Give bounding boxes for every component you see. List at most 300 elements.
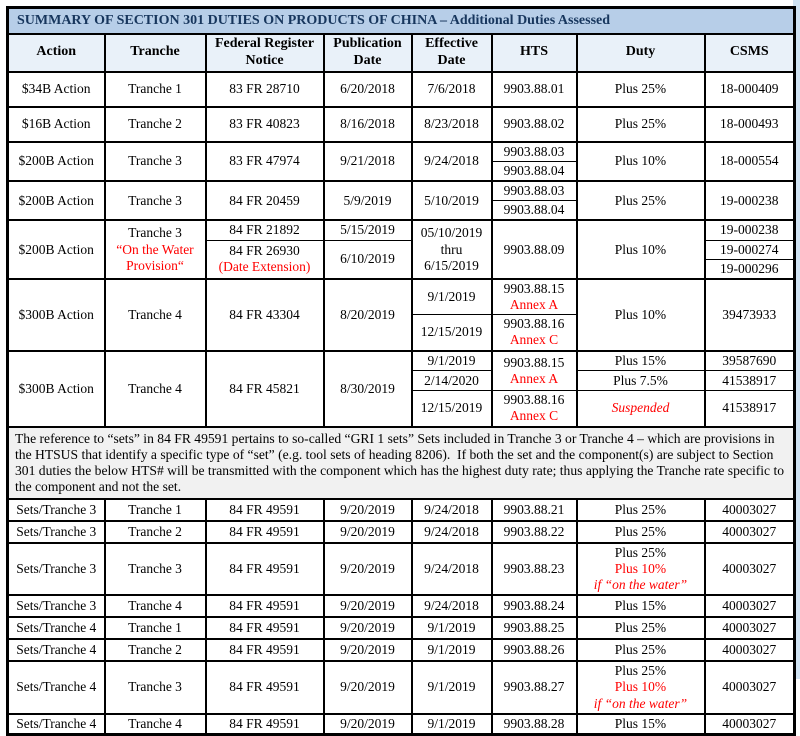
table-cell bbox=[577, 72, 705, 107]
cell-line: 8/23/2018 bbox=[424, 116, 479, 131]
cell-line: 19-000238 bbox=[720, 222, 779, 238]
table-cell bbox=[412, 315, 492, 351]
table-cell bbox=[705, 351, 795, 371]
table-cell bbox=[577, 142, 705, 181]
cell-line: 9/1/2019 bbox=[427, 679, 476, 695]
table-cell bbox=[492, 201, 577, 221]
table-cell bbox=[8, 714, 105, 735]
cell-line: $200B Action bbox=[18, 192, 94, 208]
cell-line: 9903.88.09 bbox=[503, 241, 565, 257]
cell-line: 39473933 bbox=[722, 306, 777, 322]
table-cell bbox=[8, 617, 105, 639]
cell-line: 41538917 bbox=[722, 400, 777, 416]
table-cell bbox=[577, 391, 705, 427]
table-cell bbox=[492, 220, 577, 279]
table-cell bbox=[324, 499, 412, 521]
table-cell bbox=[577, 351, 705, 371]
cell-line: Tranche 3 bbox=[128, 153, 182, 169]
cell-line: 84 FR 49591 bbox=[229, 523, 300, 539]
table-cell bbox=[577, 499, 705, 521]
cell-line: Annex A bbox=[509, 297, 559, 313]
cell-line: Plus 15% bbox=[614, 715, 667, 731]
cell-line: 9903.88.16 bbox=[503, 392, 565, 408]
cell-line: 84 FR 49591 bbox=[229, 679, 300, 695]
table-cell bbox=[8, 595, 105, 617]
cell-line: 18-000409 bbox=[720, 81, 779, 96]
table-cell bbox=[577, 279, 705, 351]
table-cell bbox=[206, 499, 324, 521]
cell-line: Tranche 4 bbox=[128, 306, 182, 322]
cell-line: 40003027 bbox=[722, 715, 777, 731]
table-cell bbox=[324, 714, 412, 735]
cell-line: 84 FR 49591 bbox=[229, 598, 300, 614]
table-cell bbox=[492, 714, 577, 735]
table-title: SUMMARY OF SECTION 301 DUTIES ON PRODUCTS OF CHINA – Additional Duties Assessed bbox=[8, 8, 795, 35]
column-header: Federal Register Notice bbox=[206, 34, 324, 72]
cell-line: 83 FR 47974 bbox=[229, 153, 300, 169]
column-header: Action bbox=[8, 34, 105, 72]
table-cell bbox=[8, 661, 105, 714]
cell-line: 9/20/2019 bbox=[340, 715, 395, 731]
cell-line: 19-000296 bbox=[720, 260, 779, 276]
cell-line: Tranche 2 bbox=[128, 116, 182, 131]
table-cell bbox=[206, 142, 324, 181]
table-row bbox=[8, 639, 795, 661]
cell-line: 12/15/2019 bbox=[420, 324, 483, 340]
table-cell bbox=[324, 661, 412, 714]
table-cell bbox=[8, 639, 105, 661]
cell-line: 9903.88.23 bbox=[503, 560, 565, 576]
cell-line: 9903.88.27 bbox=[503, 679, 565, 695]
cell-line: 40003027 bbox=[722, 501, 777, 517]
cell-line: Plus 25% bbox=[614, 663, 667, 679]
table-cell bbox=[577, 714, 705, 735]
table-cell bbox=[705, 240, 795, 259]
table-row bbox=[8, 499, 795, 521]
cell-line: if “on the water” bbox=[593, 577, 688, 593]
cell-line: Sets/Tranche 3 bbox=[16, 501, 97, 517]
table-cell bbox=[206, 661, 324, 714]
table-cell bbox=[105, 499, 206, 521]
cell-line: Tranche 3 bbox=[128, 192, 182, 208]
table-cell bbox=[492, 315, 577, 351]
table-cell bbox=[412, 661, 492, 714]
cell-line: 9903.88.02 bbox=[503, 116, 565, 131]
cell-line: 19-000274 bbox=[720, 241, 779, 257]
cell-line: Sets/Tranche 4 bbox=[16, 620, 97, 636]
table-cell bbox=[577, 371, 705, 391]
column-header: Duty bbox=[577, 34, 705, 72]
cell-line: 18-000493 bbox=[720, 116, 779, 131]
table-cell bbox=[412, 371, 492, 391]
table-cell bbox=[705, 499, 795, 521]
cell-line: 9903.88.04 bbox=[503, 162, 565, 178]
cell-line: Plus 15% bbox=[614, 352, 667, 368]
table-cell bbox=[705, 543, 795, 596]
table-cell bbox=[8, 543, 105, 596]
note-text: The reference to “sets” in 84 FR 49591 pertains to so-called “GRI 1 sets” Sets included in Tranche 3 or Tranche 4 – which are provisions in the HTSUS that identify a specific type of “set” (e.g. tool sets of heading 8206). If both the set and the component(s) are subject to Section 301 duties the below HTS# will be transmitted with the component which has the highest duty rate; thus applying the Tranche rate specific to the component and not the set. bbox=[8, 427, 795, 499]
table-cell bbox=[492, 391, 577, 427]
table-cell bbox=[324, 142, 412, 181]
table-cell bbox=[705, 181, 795, 220]
table-cell bbox=[324, 107, 412, 142]
cell-line: Plus 25% bbox=[614, 523, 667, 539]
table-cell bbox=[206, 72, 324, 107]
cell-line: 84 FR 49591 bbox=[229, 501, 300, 517]
table-cell bbox=[206, 181, 324, 220]
cell-line: 9903.88.15 bbox=[503, 280, 565, 296]
table-cell bbox=[105, 714, 206, 735]
table-cell bbox=[705, 714, 795, 735]
table-cell bbox=[492, 639, 577, 661]
cell-line: $300B Action bbox=[18, 380, 94, 396]
cell-line: 84 FR 43304 bbox=[229, 306, 300, 322]
table-cell bbox=[705, 72, 795, 107]
table-cell bbox=[412, 351, 492, 371]
cell-line: 84 FR 21892 bbox=[229, 222, 300, 238]
table-cell bbox=[324, 240, 412, 279]
table-cell bbox=[492, 521, 577, 543]
table-cell bbox=[105, 142, 206, 181]
table-row bbox=[8, 714, 795, 735]
cell-line: 40003027 bbox=[722, 523, 777, 539]
table-row bbox=[8, 543, 795, 596]
cell-line: Sets/Tranche 3 bbox=[16, 560, 97, 576]
cell-line: Plus 25% bbox=[614, 116, 667, 131]
table-cell bbox=[492, 142, 577, 162]
column-header: Tranche bbox=[105, 34, 206, 72]
cell-line: 83 FR 28710 bbox=[229, 81, 300, 96]
table-cell bbox=[412, 595, 492, 617]
cell-line: Plus 10% bbox=[614, 679, 667, 695]
table-row bbox=[8, 72, 795, 107]
table-cell bbox=[324, 351, 412, 427]
cell-line: 9/20/2019 bbox=[340, 642, 395, 658]
cell-line: 2/14/2020 bbox=[424, 372, 479, 388]
table-cell bbox=[105, 521, 206, 543]
cell-line: 7/6/2018 bbox=[427, 81, 476, 96]
cell-line: 6/15/2019 bbox=[424, 257, 479, 273]
table-cell bbox=[412, 220, 492, 279]
cell-line: $200B Action bbox=[18, 153, 94, 169]
table-cell bbox=[577, 220, 705, 279]
cell-line: 9903.88.03 bbox=[503, 143, 565, 159]
cell-line: Tranche 1 bbox=[128, 81, 182, 96]
table-cell bbox=[206, 543, 324, 596]
cell-line: “On the Water Provision“ bbox=[116, 241, 194, 273]
cell-line: 9/21/2018 bbox=[340, 153, 395, 169]
cell-line: 8/16/2018 bbox=[340, 116, 395, 131]
cell-line: Plus 10% bbox=[614, 560, 667, 576]
table-cell bbox=[492, 499, 577, 521]
table-cell bbox=[705, 371, 795, 391]
cell-line: 40003027 bbox=[722, 679, 777, 695]
table-cell bbox=[492, 351, 577, 391]
table-cell bbox=[705, 639, 795, 661]
table-cell bbox=[492, 181, 577, 201]
table-cell bbox=[206, 240, 324, 279]
table-cell bbox=[412, 107, 492, 142]
section-301-duties-table bbox=[6, 6, 796, 736]
cell-line: Plus 10% bbox=[614, 306, 667, 322]
cell-line: 40003027 bbox=[722, 642, 777, 658]
cell-line: Plus 7.5% bbox=[613, 372, 668, 388]
cell-line: Sets/Tranche 4 bbox=[16, 642, 97, 658]
cell-line: Tranche 4 bbox=[128, 715, 182, 731]
table-cell bbox=[412, 499, 492, 521]
table-cell bbox=[412, 521, 492, 543]
table-cell bbox=[324, 181, 412, 220]
cell-line: Plus 25% bbox=[614, 642, 667, 658]
cell-line: 9/20/2019 bbox=[340, 523, 395, 539]
cell-line: 05/10/2019 bbox=[420, 225, 483, 241]
table-cell bbox=[8, 107, 105, 142]
cell-line: 8/30/2019 bbox=[340, 380, 395, 396]
cell-line: 40003027 bbox=[722, 560, 777, 576]
table-cell bbox=[8, 72, 105, 107]
cell-line: Tranche 3 bbox=[128, 225, 182, 241]
cell-line: (Date Extension) bbox=[218, 259, 311, 275]
cell-line: 9903.88.01 bbox=[503, 81, 565, 96]
cell-line: Plus 10% bbox=[614, 241, 667, 257]
table-cell bbox=[705, 107, 795, 142]
cell-line: 39587690 bbox=[722, 352, 777, 368]
table-row bbox=[8, 220, 795, 240]
table-row bbox=[8, 521, 795, 543]
table-cell bbox=[105, 639, 206, 661]
table-row bbox=[8, 279, 795, 315]
cell-line: 9903.88.28 bbox=[503, 715, 565, 731]
table-cell bbox=[577, 617, 705, 639]
table-cell bbox=[577, 521, 705, 543]
table-cell bbox=[206, 220, 324, 240]
cell-line: 84 FR 20459 bbox=[229, 192, 300, 208]
table-cell bbox=[705, 391, 795, 427]
column-header: CSMS bbox=[705, 34, 795, 72]
table-cell bbox=[412, 543, 492, 596]
cell-line: Annex A bbox=[509, 370, 559, 386]
cell-line: Sets/Tranche 4 bbox=[16, 715, 97, 731]
cell-line: 9/24/2018 bbox=[424, 560, 479, 576]
table-cell bbox=[206, 714, 324, 735]
table-cell bbox=[492, 72, 577, 107]
column-header: HTS bbox=[492, 34, 577, 72]
table-cell bbox=[705, 617, 795, 639]
table-cell bbox=[8, 181, 105, 220]
cell-line: 5/9/2019 bbox=[343, 192, 392, 208]
cell-line: 19-000238 bbox=[720, 192, 779, 208]
cell-line: Tranche 3 bbox=[128, 560, 182, 576]
table-row bbox=[8, 617, 795, 639]
cell-line: 9903.88.25 bbox=[503, 620, 565, 636]
table-cell bbox=[412, 142, 492, 181]
cell-line: Plus 25% bbox=[614, 544, 667, 560]
cell-line: 9/1/2019 bbox=[427, 352, 476, 368]
cell-line: 9903.88.26 bbox=[503, 642, 565, 658]
cell-line: 5/15/2019 bbox=[340, 222, 395, 238]
cell-line: Tranche 4 bbox=[128, 380, 182, 396]
cell-line: 84 FR 49591 bbox=[229, 642, 300, 658]
table-cell bbox=[324, 639, 412, 661]
cell-line: Plus 25% bbox=[614, 501, 667, 517]
table-cell bbox=[577, 543, 705, 596]
cell-line: 40003027 bbox=[722, 620, 777, 636]
table-cell bbox=[206, 617, 324, 639]
table-cell bbox=[105, 351, 206, 427]
table-cell bbox=[324, 72, 412, 107]
cell-line: 84 FR 49591 bbox=[229, 560, 300, 576]
table-cell bbox=[206, 107, 324, 142]
cell-line: Annex C bbox=[509, 408, 559, 424]
cell-line: thru bbox=[440, 241, 463, 257]
table-cell bbox=[324, 279, 412, 351]
cell-line: 9903.88.04 bbox=[503, 202, 565, 218]
table-cell bbox=[705, 279, 795, 351]
table-cell bbox=[206, 351, 324, 427]
table-row bbox=[8, 351, 795, 371]
cell-line: Suspended bbox=[611, 400, 670, 416]
cell-line: 9/1/2019 bbox=[427, 715, 476, 731]
table-row bbox=[8, 595, 795, 617]
table-cell bbox=[206, 279, 324, 351]
cell-line: 84 FR 49591 bbox=[229, 715, 300, 731]
table-cell bbox=[492, 595, 577, 617]
table-cell bbox=[705, 661, 795, 714]
cell-line: 9/20/2019 bbox=[340, 679, 395, 695]
column-header-row bbox=[8, 34, 795, 72]
column-header: Publication Date bbox=[324, 34, 412, 72]
table-cell bbox=[324, 220, 412, 240]
cell-line: 9903.88.16 bbox=[503, 316, 565, 332]
table-cell bbox=[105, 661, 206, 714]
table-cell bbox=[412, 181, 492, 220]
table-cell bbox=[705, 220, 795, 240]
table-cell bbox=[105, 72, 206, 107]
cell-line: 18-000554 bbox=[720, 153, 779, 169]
table-row bbox=[8, 181, 795, 201]
table-cell bbox=[412, 391, 492, 427]
table-cell bbox=[492, 661, 577, 714]
table-cell bbox=[105, 181, 206, 220]
table-cell bbox=[705, 142, 795, 181]
table-cell bbox=[8, 521, 105, 543]
cell-line: $34B Action bbox=[21, 81, 91, 96]
cell-line: Tranche 4 bbox=[128, 598, 182, 614]
cell-line: $16B Action bbox=[21, 116, 91, 131]
table-cell bbox=[412, 617, 492, 639]
cell-line: Sets/Tranche 3 bbox=[16, 523, 97, 539]
column-header: Effective Date bbox=[412, 34, 492, 72]
table-cell bbox=[105, 220, 206, 279]
cell-line: Tranche 2 bbox=[128, 523, 182, 539]
cell-line: 8/20/2019 bbox=[340, 306, 395, 322]
cell-line: 9903.88.21 bbox=[503, 501, 565, 517]
cell-line: 9/24/2018 bbox=[424, 523, 479, 539]
table-cell bbox=[492, 617, 577, 639]
table-cell bbox=[105, 543, 206, 596]
cell-line: 9903.88.22 bbox=[503, 523, 565, 539]
table-cell bbox=[705, 259, 795, 279]
cell-line: 9/1/2019 bbox=[427, 642, 476, 658]
table-cell bbox=[206, 521, 324, 543]
cell-line: 9/20/2019 bbox=[340, 620, 395, 636]
table-cell bbox=[577, 181, 705, 220]
cell-line: Plus 25% bbox=[614, 620, 667, 636]
table-row bbox=[8, 661, 795, 714]
table-cell bbox=[324, 543, 412, 596]
cell-line: 5/10/2019 bbox=[424, 192, 479, 208]
table-cell bbox=[8, 220, 105, 279]
cell-line: 9/1/2019 bbox=[427, 289, 476, 304]
cell-line: 9/24/2018 bbox=[424, 598, 479, 614]
cell-line: 9/24/2018 bbox=[424, 501, 479, 517]
cell-line: $300B Action bbox=[18, 306, 94, 322]
cell-line: Plus 10% bbox=[614, 153, 667, 169]
table-cell bbox=[206, 639, 324, 661]
cell-line: 9903.88.15 bbox=[503, 354, 565, 370]
cell-line: 9/20/2019 bbox=[340, 501, 395, 517]
table-cell bbox=[492, 161, 577, 181]
cell-line: 9/20/2019 bbox=[340, 560, 395, 576]
table-cell bbox=[577, 107, 705, 142]
table-cell bbox=[324, 521, 412, 543]
cell-line: 9903.88.24 bbox=[503, 598, 565, 614]
cell-line: Tranche 1 bbox=[128, 620, 182, 636]
table-cell bbox=[105, 595, 206, 617]
cell-line: 84 FR 45821 bbox=[229, 380, 300, 396]
table-row bbox=[8, 427, 795, 499]
table-cell bbox=[577, 639, 705, 661]
cell-line: 9903.88.03 bbox=[503, 182, 565, 198]
table-cell bbox=[577, 595, 705, 617]
table-cell bbox=[705, 521, 795, 543]
table-cell bbox=[105, 107, 206, 142]
cell-line: 83 FR 40823 bbox=[229, 116, 300, 131]
cell-line: Plus 25% bbox=[614, 81, 667, 96]
table-cell bbox=[105, 617, 206, 639]
table-row bbox=[8, 107, 795, 142]
cell-line: $200B Action bbox=[18, 241, 94, 257]
cell-line: Tranche 2 bbox=[128, 642, 182, 658]
table-cell bbox=[492, 543, 577, 596]
cell-line: 84 FR 26930 bbox=[229, 243, 300, 259]
table-cell bbox=[412, 72, 492, 107]
cell-line: 12/15/2019 bbox=[420, 400, 483, 416]
cell-line: 9/1/2019 bbox=[427, 620, 476, 636]
cell-line: Annex C bbox=[509, 332, 559, 348]
cell-line: Tranche 1 bbox=[128, 501, 182, 517]
table-cell bbox=[412, 279, 492, 315]
title-row bbox=[8, 8, 795, 35]
cell-line: Plus 25% bbox=[614, 192, 667, 208]
table-cell bbox=[8, 499, 105, 521]
cell-line: 41538917 bbox=[722, 372, 777, 388]
table-cell bbox=[8, 351, 105, 427]
cell-line: 6/10/2019 bbox=[340, 251, 395, 267]
table-cell bbox=[412, 714, 492, 735]
table-cell bbox=[324, 617, 412, 639]
table-cell bbox=[206, 595, 324, 617]
cell-line: 9/20/2019 bbox=[340, 598, 395, 614]
table-cell bbox=[8, 279, 105, 351]
cell-line: Tranche 3 bbox=[128, 679, 182, 695]
cell-line: 6/20/2018 bbox=[340, 81, 395, 96]
table-cell bbox=[105, 279, 206, 351]
table-row bbox=[8, 142, 795, 162]
table-cell bbox=[324, 595, 412, 617]
table-cell bbox=[492, 107, 577, 142]
cell-line: Sets/Tranche 3 bbox=[16, 598, 97, 614]
